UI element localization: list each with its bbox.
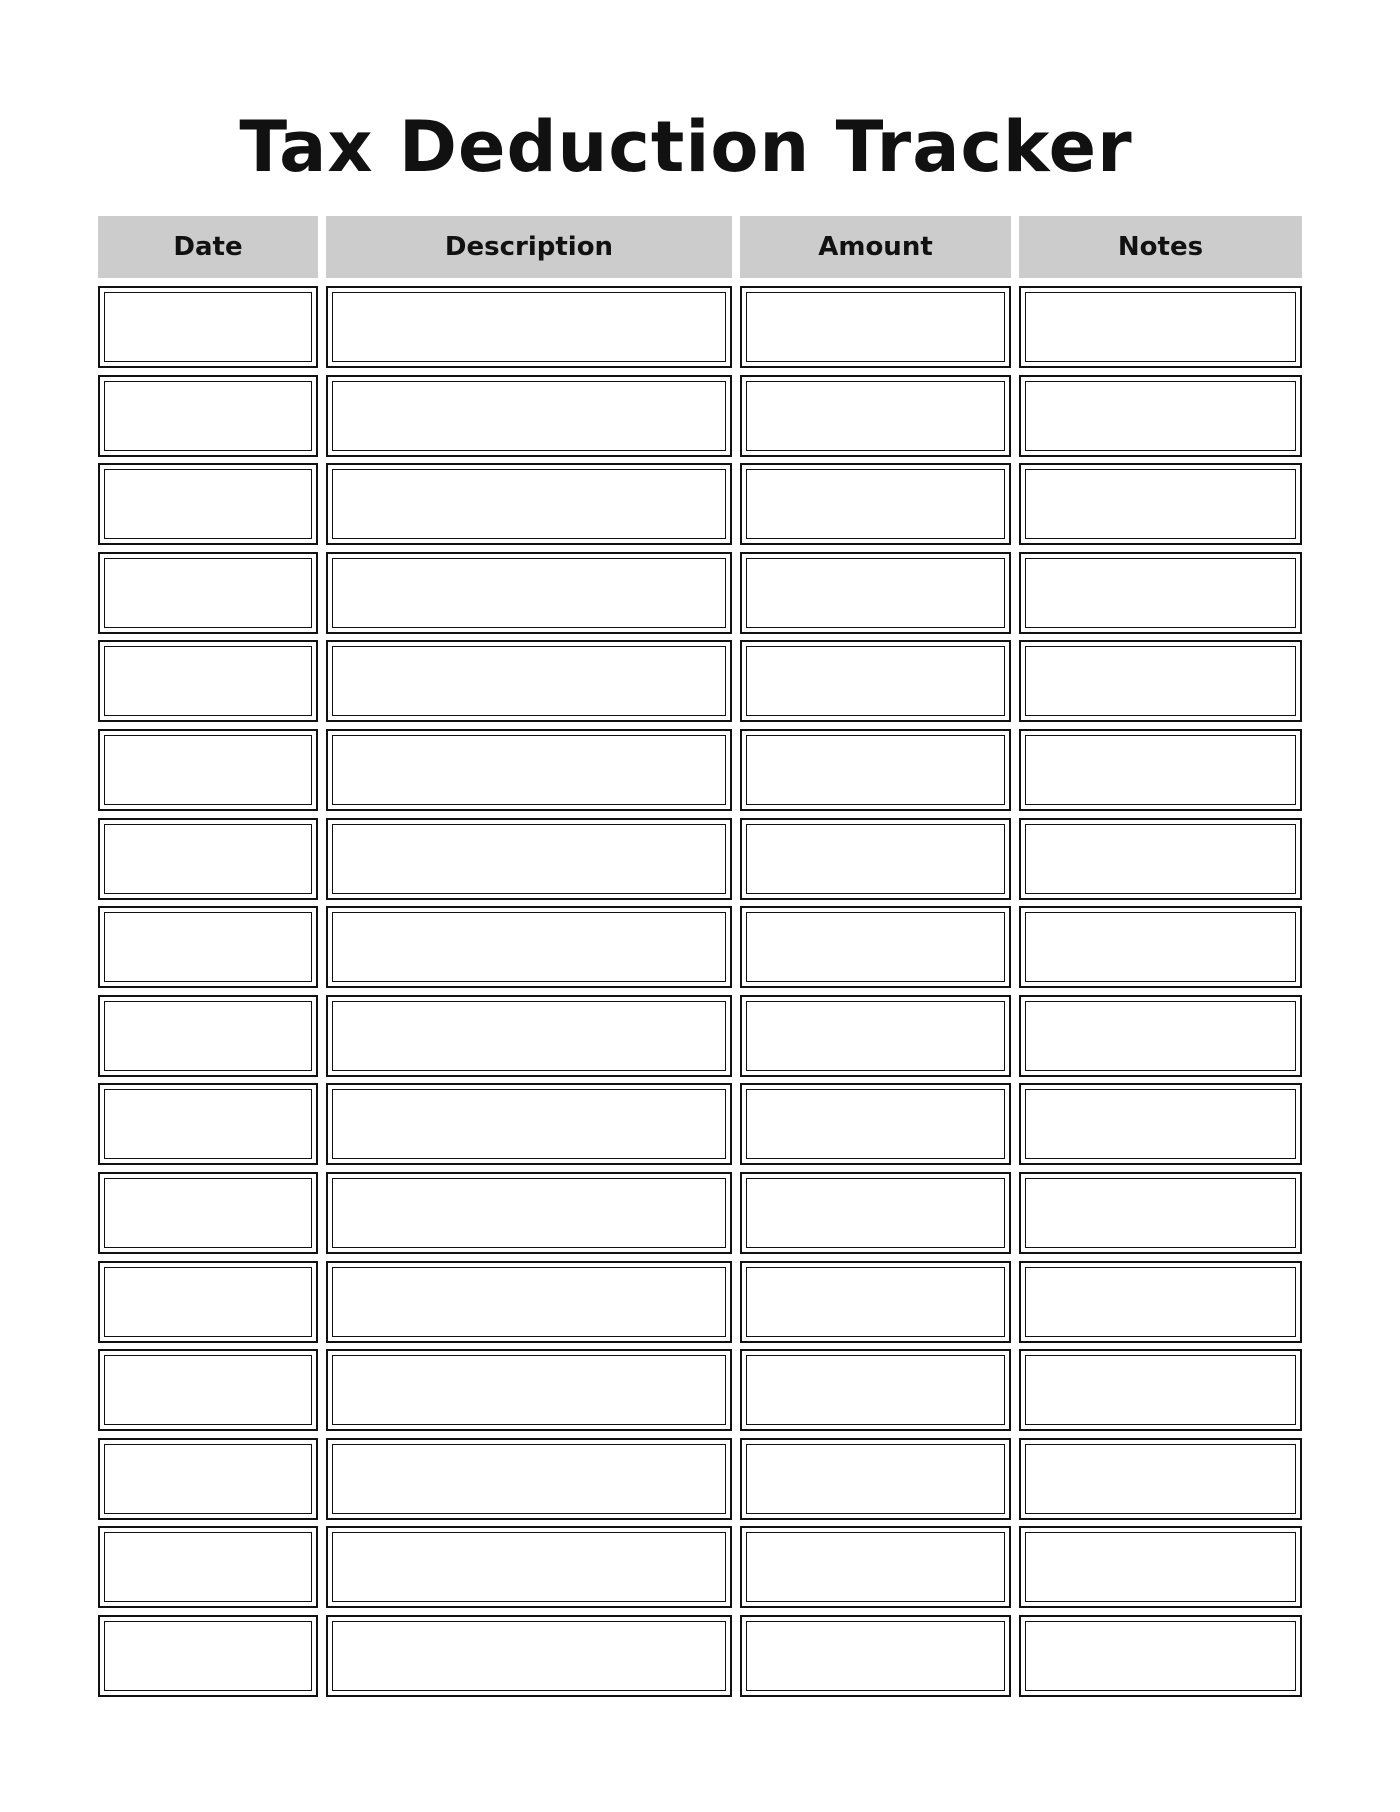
table-row xyxy=(98,375,1298,457)
description-cell[interactable] xyxy=(326,1438,732,1520)
amount-cell[interactable] xyxy=(740,1526,1011,1608)
page-title: Tax Deduction Tracker xyxy=(239,106,1133,188)
amount-cell[interactable] xyxy=(740,818,1011,900)
date-cell[interactable] xyxy=(98,1526,318,1608)
description-cell[interactable] xyxy=(326,906,732,988)
date-cell[interactable] xyxy=(98,1172,318,1254)
date-cell[interactable] xyxy=(98,552,318,634)
amount-cell[interactable] xyxy=(740,1615,1011,1697)
notes-cell[interactable] xyxy=(1019,1526,1302,1608)
header-amount: Amount xyxy=(740,216,1011,278)
table-body xyxy=(98,286,1298,1702)
notes-cell[interactable] xyxy=(1019,1261,1302,1343)
notes-cell[interactable] xyxy=(1019,1438,1302,1520)
date-cell[interactable] xyxy=(98,1083,318,1165)
notes-cell[interactable] xyxy=(1019,640,1302,722)
description-cell[interactable] xyxy=(326,1526,732,1608)
amount-cell[interactable] xyxy=(740,552,1011,634)
description-cell[interactable] xyxy=(326,1083,732,1165)
date-cell[interactable] xyxy=(98,818,318,900)
date-cell[interactable] xyxy=(98,1438,318,1520)
table-row xyxy=(98,1438,1298,1520)
description-cell[interactable] xyxy=(326,375,732,457)
table-row xyxy=(98,729,1298,811)
date-cell[interactable] xyxy=(98,463,318,545)
description-cell[interactable] xyxy=(326,1261,732,1343)
table-row xyxy=(98,995,1298,1077)
description-cell[interactable] xyxy=(326,995,732,1077)
table-row xyxy=(98,640,1298,722)
notes-cell[interactable] xyxy=(1019,995,1302,1077)
description-cell[interactable] xyxy=(326,463,732,545)
amount-cell[interactable] xyxy=(740,1172,1011,1254)
table-row xyxy=(98,1526,1298,1608)
table-row xyxy=(98,1615,1298,1697)
amount-cell[interactable] xyxy=(740,640,1011,722)
header-notes: Notes xyxy=(1019,216,1302,278)
notes-cell[interactable] xyxy=(1019,1083,1302,1165)
description-cell[interactable] xyxy=(326,552,732,634)
date-cell[interactable] xyxy=(98,1261,318,1343)
amount-cell[interactable] xyxy=(740,375,1011,457)
notes-cell[interactable] xyxy=(1019,1349,1302,1431)
table-row xyxy=(98,1261,1298,1343)
date-cell[interactable] xyxy=(98,1349,318,1431)
notes-cell[interactable] xyxy=(1019,1615,1302,1697)
date-cell[interactable] xyxy=(98,286,318,368)
table-row xyxy=(98,552,1298,634)
header-date: Date xyxy=(98,216,318,278)
description-cell[interactable] xyxy=(326,286,732,368)
notes-cell[interactable] xyxy=(1019,286,1302,368)
date-cell[interactable] xyxy=(98,1615,318,1697)
notes-cell[interactable] xyxy=(1019,729,1302,811)
description-cell[interactable] xyxy=(326,818,732,900)
description-cell[interactable] xyxy=(326,1615,732,1697)
date-cell[interactable] xyxy=(98,995,318,1077)
date-cell[interactable] xyxy=(98,375,318,457)
amount-cell[interactable] xyxy=(740,906,1011,988)
notes-cell[interactable] xyxy=(1019,552,1302,634)
date-cell[interactable] xyxy=(98,640,318,722)
description-cell[interactable] xyxy=(326,729,732,811)
table-row xyxy=(98,1172,1298,1254)
amount-cell[interactable] xyxy=(740,995,1011,1077)
notes-cell[interactable] xyxy=(1019,906,1302,988)
amount-cell[interactable] xyxy=(740,1438,1011,1520)
notes-cell[interactable] xyxy=(1019,818,1302,900)
table-header xyxy=(98,216,1298,278)
description-cell[interactable] xyxy=(326,1349,732,1431)
date-cell[interactable] xyxy=(98,729,318,811)
table-row xyxy=(98,1349,1298,1431)
header-description: Description xyxy=(326,216,732,278)
amount-cell[interactable] xyxy=(740,1083,1011,1165)
table-row xyxy=(98,906,1298,988)
notes-cell[interactable] xyxy=(1019,1172,1302,1254)
table-row xyxy=(98,286,1298,368)
amount-cell[interactable] xyxy=(740,1261,1011,1343)
amount-cell[interactable] xyxy=(740,286,1011,368)
notes-cell[interactable] xyxy=(1019,375,1302,457)
description-cell[interactable] xyxy=(326,1172,732,1254)
description-cell[interactable] xyxy=(326,640,732,722)
amount-cell[interactable] xyxy=(740,463,1011,545)
table-row xyxy=(98,463,1298,545)
notes-cell[interactable] xyxy=(1019,463,1302,545)
amount-cell[interactable] xyxy=(740,1349,1011,1431)
table-row xyxy=(98,818,1298,900)
amount-cell[interactable] xyxy=(740,729,1011,811)
date-cell[interactable] xyxy=(98,906,318,988)
table-row xyxy=(98,1083,1298,1165)
